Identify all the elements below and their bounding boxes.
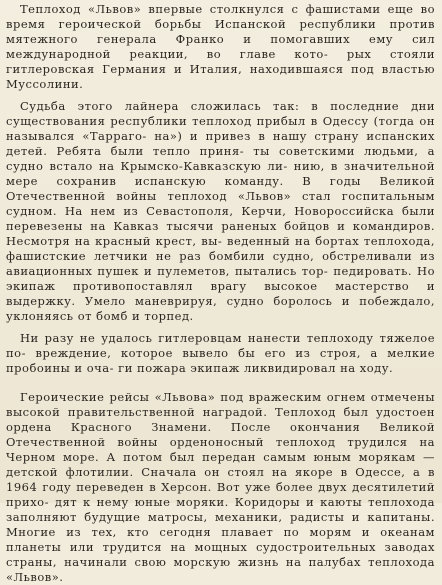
paragraph-spain-history: Теплоход «Львов» впервые столкнулся с фашистами еще во время героической борьбы Испанской республики против мятежного генерала Франко и помогавших ему сил международной реакции, во главе кото- рых стояли гитлеровская Германия и Италия, находившаяся под властью Муссолини. [6, 2, 435, 91]
paragraph-heroic-voyages: Героические рейсы «Львова» под вражеским огнем отмечены высокой правительственной наградой. Теплоход был удостоен ордена Красного Знамени. После окончания Великой Отечественной войны орденоносный теплоход трудился на Черном море. А потом был передан самым юным морякам — детской флотилии. Сначала он стоял на якоре в Одессе, а в 1964 году переведен в Херсон. Вот уже более двух десятилетий прихо- дят к нему юные моряки. Коридоры и каюты теплохода заполняют будущие матросы, механики, радисты и капитаны. Многие из тех, кто сегодня плавает по морям и океанам планеты или трудится на мощных судостроительных заводах страны, начинали свою морскую жизнь на палубах теплохода «Львов». [6, 390, 435, 584]
paragraph-ship-fate: Судьба этого лайнера сложилась так: в последние дни существования республики теплоход прибыл в Одессу (тогда он назывался «Тарраго- на») и привез в нашу страну испанских детей. Ребята были тепло приня- ты советскими людьми, а судно встало на Крымско-Кавказскую ли- нию, в значительной мере сохранив испанскую команду. В годы Великой Отечественной войны теплоход «Львов» стал госпитальным судном. На нем из Севастополя, Керчи, Новороссийска были перевезены на Кавказ тысячи раненых бойцов и командиров. Несмотря на красный крест, вы- веденный на бортах теплохода, фашистские летчики не раз бомбили судно, обстреливали из авиационных пушек и пулеметов, пытались тор- педировать. Но экипаж противопоставлял врагу высокое мастерство и выдержку. Умело маневрируя, судно боролось и побеждало, уклоняясь от бомб и торпед. [6, 99, 435, 323]
paragraph-no-damage: Ни разу не удалось гитлеровцам нанести теплоходу тяжелое по- вреждение, которое вывело бы его из строя, а мелкие пробоины и оча- ги пожара экипаж ликвидировал на ходу. [6, 331, 435, 375]
